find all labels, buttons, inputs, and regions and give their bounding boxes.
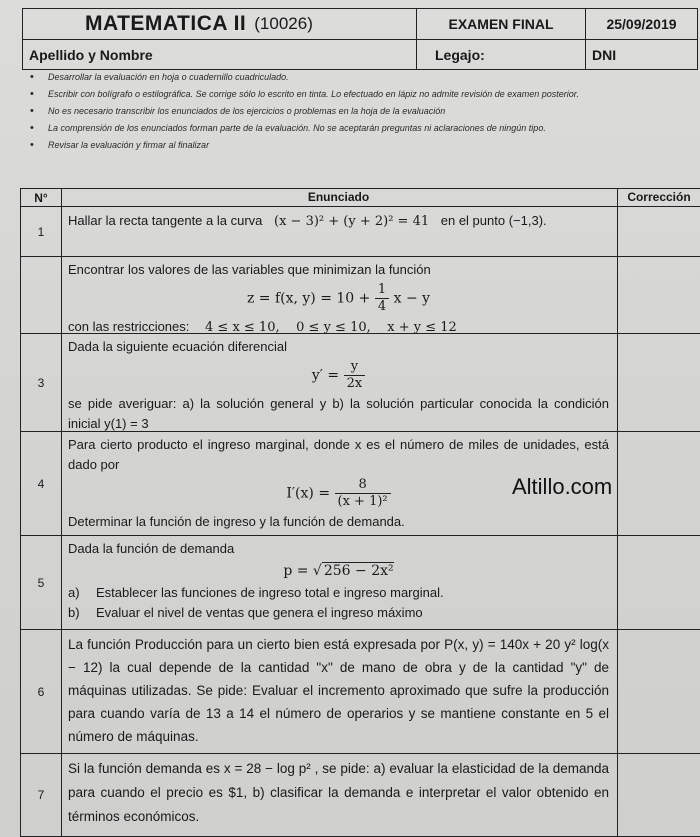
header-number: N° bbox=[20, 189, 62, 206]
fraction-numerator: y bbox=[344, 359, 366, 376]
exercise-number: 1 bbox=[20, 207, 62, 256]
exercise-number: 4 bbox=[20, 432, 62, 535]
correction-cell[interactable] bbox=[618, 207, 700, 256]
constraints: 4 ≤ x ≤ 10, 0 ≤ y ≤ 10, x + y ≤ 12 bbox=[205, 320, 457, 335]
watermark: Altillo.com bbox=[512, 474, 613, 499]
correction-cell[interactable] bbox=[618, 630, 700, 753]
exercise-number: 6 bbox=[20, 630, 62, 753]
exam-date: 25/09/2019 bbox=[585, 8, 698, 40]
statement-text: en el punto (−1,3). bbox=[440, 213, 547, 228]
fraction bbox=[344, 359, 366, 392]
statement-text: se pide averiguar: a) la solución general y b) la solución particular conocida la condición inicial y(1) = 3 bbox=[68, 396, 609, 431]
instruction-item: • La comprensión de los enunciados forman parte de la evaluación. No se aceptarán preguntas ni aclaraciones de ningún tipo. bbox=[28, 123, 668, 134]
exercise-row-7 bbox=[20, 753, 700, 837]
statement-formula bbox=[68, 282, 609, 315]
exercise-number: 3 bbox=[20, 334, 62, 431]
statement-text: Encontrar los valores de las variables que minimizan la función bbox=[68, 262, 431, 277]
name-field-label: Apellido y Nombre bbox=[22, 39, 417, 70]
sub-item-text: Establecer las funciones de ingreso total e ingreso marginal. bbox=[96, 585, 444, 600]
instruction-item: • Revisar la evaluación y firmar al finalizar bbox=[28, 140, 668, 151]
course-code: (10026) bbox=[254, 14, 313, 33]
instruction-item: • Escribir con bolígrafo o estilográfica. Se corrige sólo lo escrito en tinta. Lo efectuado en lápiz no admite revisión de examen posterior. bbox=[28, 89, 668, 100]
formula-part: x − y bbox=[393, 290, 431, 307]
exercise-number: 7 bbox=[20, 754, 62, 836]
exercise-row-3 bbox=[20, 333, 700, 431]
statement-text: Determinar la función de ingreso y la función de demanda. bbox=[68, 514, 405, 529]
header-statement: Enunciado bbox=[60, 189, 618, 206]
instructions-list bbox=[28, 72, 668, 157]
statement-text: Dada la función de demanda bbox=[68, 541, 235, 556]
correction-cell[interactable] bbox=[618, 432, 700, 535]
dni-field-label: DNI bbox=[585, 39, 698, 70]
exercise-row-5 bbox=[20, 535, 700, 629]
title-cell bbox=[22, 8, 417, 40]
exercise-row-2 bbox=[20, 256, 700, 333]
statement-text: con las restricciones: bbox=[68, 319, 190, 334]
exercise-number: 5 bbox=[20, 536, 62, 629]
exercise-statement bbox=[60, 207, 618, 256]
fraction-denominator: 4 bbox=[377, 299, 387, 314]
exam-header bbox=[22, 8, 698, 70]
correction-cell[interactable] bbox=[618, 536, 700, 629]
statement-text: Para cierto producto el ingreso marginal, donde x es el número de miles de unidades, está dado por bbox=[68, 437, 609, 472]
sub-item-text: Evaluar el nivel de ventas que genera el ingreso máximo bbox=[96, 605, 423, 620]
formula-part: z = f(x, y) = 10 + bbox=[246, 290, 371, 307]
formula-part: p = √ bbox=[283, 563, 322, 579]
sub-item-label: b) bbox=[68, 605, 80, 620]
statement-formula bbox=[68, 561, 609, 581]
table-header-row bbox=[20, 188, 700, 206]
header-correction: Corrección bbox=[627, 190, 691, 204]
formula-part: y′ = bbox=[311, 367, 340, 384]
fraction-numerator: 8 bbox=[335, 477, 391, 494]
exercise-number bbox=[20, 257, 62, 333]
sub-item bbox=[68, 603, 609, 623]
legajo-field-label: Legajo: bbox=[416, 39, 586, 70]
exercise-statement: Si la función demanda es x = 28 − log p² , se pide: a) evaluar la elasticidad de la demanda para cuando el precio es $1, b) clasificar la demanda e interpretar el valor obtenido en términos económicos. bbox=[60, 754, 618, 836]
exercise-row-6 bbox=[20, 629, 700, 753]
fraction-denominator: 2x bbox=[346, 376, 363, 391]
exercise-row-1 bbox=[20, 206, 700, 256]
formula-part: I′(x) = bbox=[286, 485, 331, 502]
instruction-item: • Desarrollar la evaluación en hoja o cuadernillo cuadriculado. bbox=[28, 72, 668, 83]
correction-cell[interactable] bbox=[618, 754, 700, 836]
statement-formula bbox=[68, 359, 609, 392]
exam-type: EXAMEN FINAL bbox=[416, 8, 586, 40]
sub-item bbox=[68, 583, 609, 603]
exercise-statement bbox=[60, 257, 618, 333]
fraction-numerator: 1 bbox=[375, 282, 389, 299]
statement-text: Hallar la recta tangente a la curva bbox=[68, 213, 263, 228]
instruction-item: • No es necesario transcribir los enunciados de los ejercicios o problemas en la hoja de la evaluación bbox=[28, 106, 668, 117]
fraction-denominator: (x + 1)² bbox=[337, 494, 388, 509]
statement-text: Dada la siguiente ecuación diferencial bbox=[68, 339, 287, 354]
sub-item-label: a) bbox=[68, 585, 80, 600]
fraction bbox=[335, 477, 391, 510]
course-title: MATEMATICA II bbox=[85, 12, 247, 35]
radicand: 256 − 2x² bbox=[323, 563, 394, 579]
exercise-statement bbox=[60, 536, 618, 629]
exercise-statement bbox=[60, 334, 618, 431]
exercise-statement: La función Producción para un cierto bien está expresada por P(x, y) = 140x + 20 y² log(x − 12) la cual depende de la cantidad "x" de mano de obra y de la cantidad "y" de máquinas utilizadas. Se pide: Evaluar el incremento aproximado que sufre la producción para cuando varía de 13 a 14 el número de operarios y se mantiene constante en 5 el número de máquinas. bbox=[60, 630, 618, 753]
correction-cell[interactable] bbox=[618, 257, 700, 333]
statement-formula: (x − 3)² + (y + 2)² = 41 bbox=[274, 214, 430, 229]
fraction bbox=[375, 282, 389, 315]
correction-cell[interactable] bbox=[618, 334, 700, 431]
